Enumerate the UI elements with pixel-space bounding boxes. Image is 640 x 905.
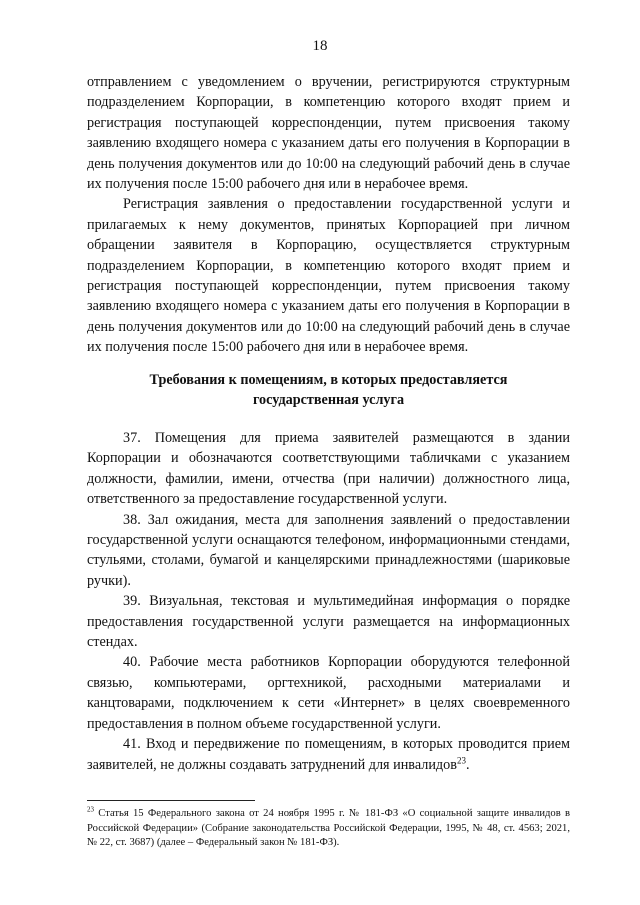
paragraph-40: 40. Рабочие места работников Корпорации оборудуются телефонной связью, компьютерами, оргтехникой, расходными материалами и канцтоварами, подключением к сети «Интернет» в целях своевременного предоставления в полном объеме государственной услуги. xyxy=(87,654,570,732)
page-number: 18 xyxy=(312,38,328,54)
section-heading xyxy=(87,370,570,410)
paragraph-41 xyxy=(87,734,570,775)
section-heading-line-2: государственная услуга xyxy=(252,392,405,408)
body-text-top xyxy=(87,72,570,358)
footnote-text: Статья 15 Федерального закона от 24 ноября 1995 г. № 181-ФЗ «О социальной защите инвалидов в Российской Федерации» (Собрание законодательства Российской Федерации, 1995, № 48, ст. 4563; 2021, № 22, ст. 3687) (далее – Федеральный закон № 181-ФЗ). xyxy=(87,808,570,849)
footnote-reference: 23 xyxy=(456,754,466,765)
body-text-main xyxy=(87,428,570,775)
paragraph-39: 39. Визуальная, текстовая и мультимедийная информация о порядке предоставления государственной услуги размещается на информационных стендах. xyxy=(87,593,570,651)
paragraph-41-text: 41. Вход и передвижение по помещениям, в которых проводится прием заявителей, не должны создавать затруднений для инвалидов xyxy=(87,736,570,773)
footnote-divider xyxy=(87,800,255,801)
paragraph-registration: Регистрация заявления о предоставлении государственной услуги и прилагаемых к нему документов, принятых Корпорацией при личном обращении заявителя в Корпорацию, осуществляется структурным подразделением Корпорации, в компетенцию которого входят прием и регистрация поступающей корреспонденции, путем присвоения такому заявлению входящего номера с указанием даты его получения в Корпорации в день получения документов или до 10:00 на следующий рабочий день в случае их получения после 15:00 рабочего дня или в нерабочее время. xyxy=(87,196,570,356)
paragraph-38: 38. Зал ожидания, места для заполнения заявлений о предоставлении государственной услуги оснащаются телефоном, информационными стендами, стульями, столами, бумагой и канцелярскими принадлежностями (шариковые ручки). xyxy=(87,511,570,589)
section-heading-line-1: Требования к помещениям, в которых предоставляется xyxy=(149,372,508,388)
paragraph-37: 37. Помещения для приема заявителей размещаются в здании Корпорации и обозначаются соответствующими табличками с указанием должности, фамилии, имени, отчества (при наличии) должностного лица, ответственного за предоставление государственной услуги. xyxy=(87,430,570,508)
paragraph-41-end: . xyxy=(465,756,470,773)
paragraph-continuation: отправлением с уведомлением о вручении, регистрируются структурным подразделением Корпорации, в компетенцию которого входят прием и регистрация поступающей корреспонденции, путем присвоения такому заявлению входящего номера с указанием даты его получения в Корпорации в день получения документов или до 10:00 на следующий рабочий день в случае их получения после 15:00 рабочего дня или в нерабочее время. xyxy=(87,74,570,193)
footnote-marker: 23 xyxy=(87,805,94,814)
footnote xyxy=(87,807,570,851)
